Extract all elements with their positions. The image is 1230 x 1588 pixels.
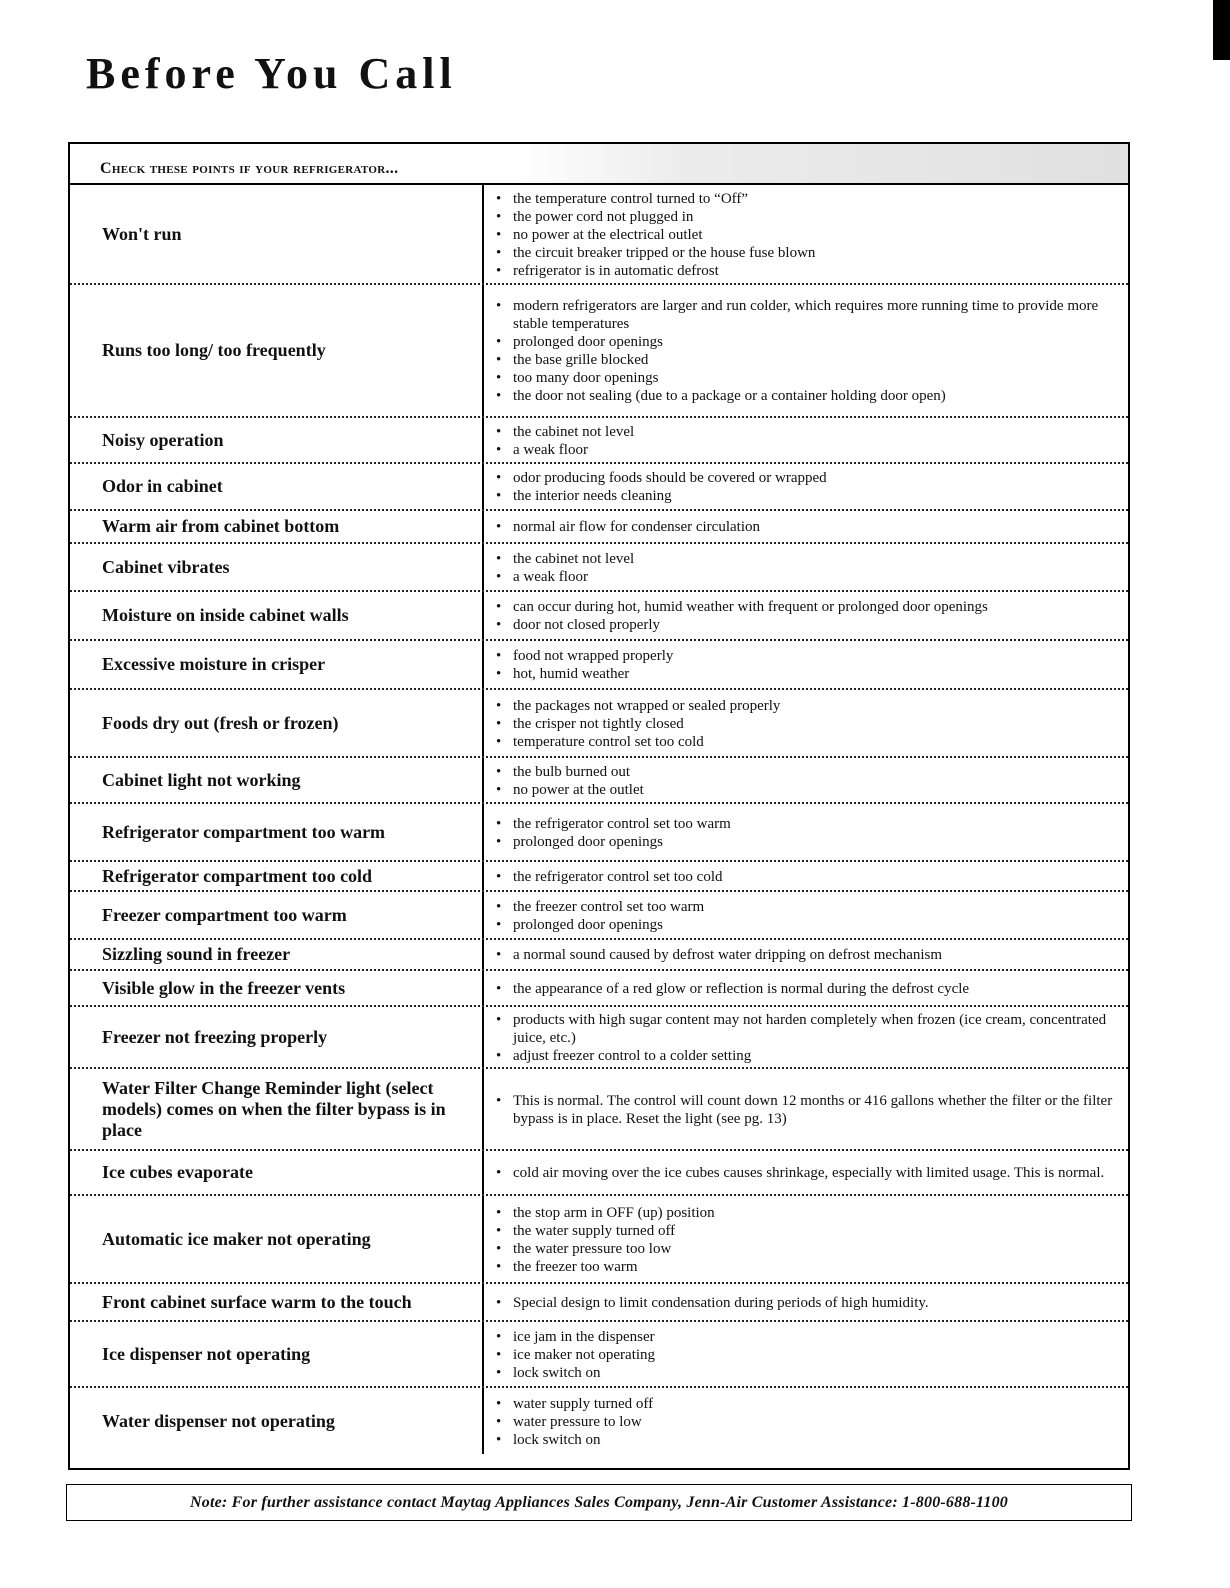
cause-list	[484, 940, 1128, 969]
table-row	[70, 418, 1128, 464]
cause-item: • the circuit breaker tripped or the house fuse blown	[496, 244, 1120, 262]
cause-item: • the refrigerator control set too cold	[496, 868, 1120, 886]
cause-item: • food not wrapped properly	[496, 647, 1120, 665]
cause-item: • temperature control set too cold	[496, 733, 1120, 751]
problem-label: Excessive moisture in crisper	[70, 641, 484, 688]
cause-item: • the bulb burned out	[496, 763, 1120, 781]
table-row	[70, 1151, 1128, 1196]
problem-label: Front cabinet surface warm to the touch	[70, 1284, 484, 1320]
cause-item: • lock switch on	[496, 1364, 1120, 1382]
table-row	[70, 1388, 1128, 1454]
cause-item: • water supply turned off	[496, 1395, 1120, 1413]
cause-list	[484, 418, 1128, 462]
cause-list	[484, 804, 1128, 860]
table-row	[70, 940, 1128, 971]
cause-item: • odor producing foods should be covered or wrapped	[496, 469, 1120, 487]
problem-label: Freezer not freezing properly	[70, 1007, 484, 1067]
cause-item: • cold air moving over the ice cubes causes shrinkage, especially with limited usage. This is normal.	[496, 1164, 1120, 1182]
table-row	[70, 185, 1128, 285]
cause-item: • hot, humid weather	[496, 665, 1120, 683]
table-row	[70, 804, 1128, 862]
table-row	[70, 641, 1128, 690]
page-edge-mark	[1213, 0, 1230, 60]
table-row	[70, 592, 1128, 641]
cause-item: • This is normal. The control will count down 12 months or 416 gallons whether the filter or the filter bypass is in place. Reset the light (see pg. 13)	[496, 1092, 1120, 1128]
cause-item: • adjust freezer control to a colder setting	[496, 1047, 1120, 1065]
problem-label: Water dispenser not operating	[70, 1388, 484, 1454]
cause-item: • can occur during hot, humid weather with frequent or prolonged door openings	[496, 598, 1120, 616]
assistance-note	[66, 1484, 1132, 1521]
cause-list	[484, 641, 1128, 688]
cause-list	[484, 971, 1128, 1005]
problem-label: Moisture on inside cabinet walls	[70, 592, 484, 639]
page-title: Before You Call	[86, 49, 457, 98]
cause-item: • the stop arm in OFF (up) position	[496, 1204, 1120, 1222]
cause-list	[484, 1388, 1128, 1454]
cause-item: • the refrigerator control set too warm	[496, 815, 1120, 833]
cause-item: • the base grille blocked	[496, 351, 1120, 369]
cause-item: • a weak floor	[496, 568, 1120, 586]
problem-label: Water Filter Change Reminder light (select models) comes on when the filter bypass is in place	[70, 1069, 484, 1149]
cause-item: • the appearance of a red glow or reflection is normal during the defrost cycle	[496, 980, 1120, 998]
problem-label: Runs too long/ too frequently	[70, 285, 484, 416]
cause-list	[484, 1196, 1128, 1282]
cause-item: • ice maker not operating	[496, 1346, 1120, 1364]
cause-item: • prolonged door openings	[496, 833, 1120, 851]
cause-item: • the water pressure too low	[496, 1240, 1120, 1258]
problem-label: Visible glow in the freezer vents	[70, 971, 484, 1005]
cause-list	[484, 544, 1128, 590]
cause-list	[484, 1151, 1128, 1194]
cause-item: • the temperature control turned to “Off”	[496, 190, 1120, 208]
problem-label: Refrigerator compartment too warm	[70, 804, 484, 860]
cause-item: • too many door openings	[496, 369, 1120, 387]
table-row	[70, 892, 1128, 940]
problem-label: Warm air from cabinet bottom	[70, 511, 484, 542]
cause-list	[484, 892, 1128, 938]
problem-label: Odor in cabinet	[70, 464, 484, 509]
problem-label: Cabinet vibrates	[70, 544, 484, 590]
cause-list	[484, 511, 1128, 542]
cause-item: • the freezer control set too warm	[496, 898, 1120, 916]
problem-label: Foods dry out (fresh or frozen)	[70, 690, 484, 756]
cause-item: • prolonged door openings	[496, 916, 1120, 934]
cause-item: • the interior needs cleaning	[496, 487, 1120, 505]
cause-item: • the power cord not plugged in	[496, 208, 1120, 226]
cause-list	[484, 1069, 1128, 1149]
cause-item: • modern refrigerators are larger and run colder, which requires more running time to provide more stable temperatures	[496, 297, 1120, 333]
table-row	[70, 862, 1128, 892]
cause-list	[484, 285, 1128, 416]
cause-list	[484, 1322, 1128, 1386]
problem-label: Ice cubes evaporate	[70, 1151, 484, 1194]
cause-list	[484, 185, 1128, 283]
cause-list	[484, 758, 1128, 802]
problem-label: Cabinet light not working	[70, 758, 484, 802]
table-row	[70, 544, 1128, 592]
cause-item: • products with high sugar content may not harden completely when frozen (ice cream, concentrated juice, etc.)	[496, 1011, 1120, 1047]
cause-item: • no power at the electrical outlet	[496, 226, 1120, 244]
table-row	[70, 1284, 1128, 1322]
cause-list	[484, 690, 1128, 756]
cause-item: • normal air flow for condenser circulation	[496, 518, 1120, 536]
table-row	[70, 690, 1128, 758]
problem-label: Won't run	[70, 185, 484, 283]
problem-label: Ice dispenser not operating	[70, 1322, 484, 1386]
table-row	[70, 758, 1128, 804]
problem-label: Refrigerator compartment too cold	[70, 862, 484, 890]
table-header-text: Check these points if your refrigerator...	[100, 160, 399, 177]
cause-item: • the cabinet not level	[496, 423, 1120, 441]
table-row	[70, 971, 1128, 1007]
table-header	[70, 144, 1128, 185]
table-row	[70, 1007, 1128, 1069]
cause-item: • a normal sound caused by defrost water dripping on defrost mechanism	[496, 946, 1120, 964]
table-row	[70, 285, 1128, 418]
problem-label: Freezer compartment too warm	[70, 892, 484, 938]
table-rows	[70, 185, 1128, 1454]
cause-list	[484, 862, 1128, 890]
cause-item: • a weak floor	[496, 441, 1120, 459]
problem-label: Noisy operation	[70, 418, 484, 462]
cause-list	[484, 1007, 1128, 1067]
table-row	[70, 1196, 1128, 1284]
cause-item: • the door not sealing (due to a package or a container holding door open)	[496, 387, 1120, 405]
cause-item: • water pressure to low	[496, 1413, 1120, 1431]
table-row	[70, 464, 1128, 511]
cause-list	[484, 464, 1128, 509]
cause-list	[484, 592, 1128, 639]
cause-item: • no power at the outlet	[496, 781, 1120, 799]
cause-item: • the packages not wrapped or sealed properly	[496, 697, 1120, 715]
cause-item: • the freezer too warm	[496, 1258, 1120, 1276]
cause-list	[484, 1284, 1128, 1320]
table-row	[70, 1069, 1128, 1151]
problem-label: Automatic ice maker not operating	[70, 1196, 484, 1282]
cause-item: • door not closed properly	[496, 616, 1120, 634]
table-row	[70, 511, 1128, 544]
cause-item: • the water supply turned off	[496, 1222, 1120, 1240]
cause-item: • lock switch on	[496, 1431, 1120, 1449]
cause-item: • ice jam in the dispenser	[496, 1328, 1120, 1346]
troubleshooting-table	[68, 142, 1130, 1470]
cause-item: • Special design to limit condensation during periods of high humidity.	[496, 1294, 1120, 1312]
problem-label: Sizzling sound in freezer	[70, 940, 484, 969]
cause-item: • refrigerator is in automatic defrost	[496, 262, 1120, 280]
cause-item: • prolonged door openings	[496, 333, 1120, 351]
table-row	[70, 1322, 1128, 1388]
cause-item: • the cabinet not level	[496, 550, 1120, 568]
cause-item: • the crisper not tightly closed	[496, 715, 1120, 733]
assistance-note-text: Note: For further assistance contact Maytag Appliances Sales Company, Jenn-Air Customer Assistance: 1-800-688-1100	[190, 1493, 1008, 1511]
